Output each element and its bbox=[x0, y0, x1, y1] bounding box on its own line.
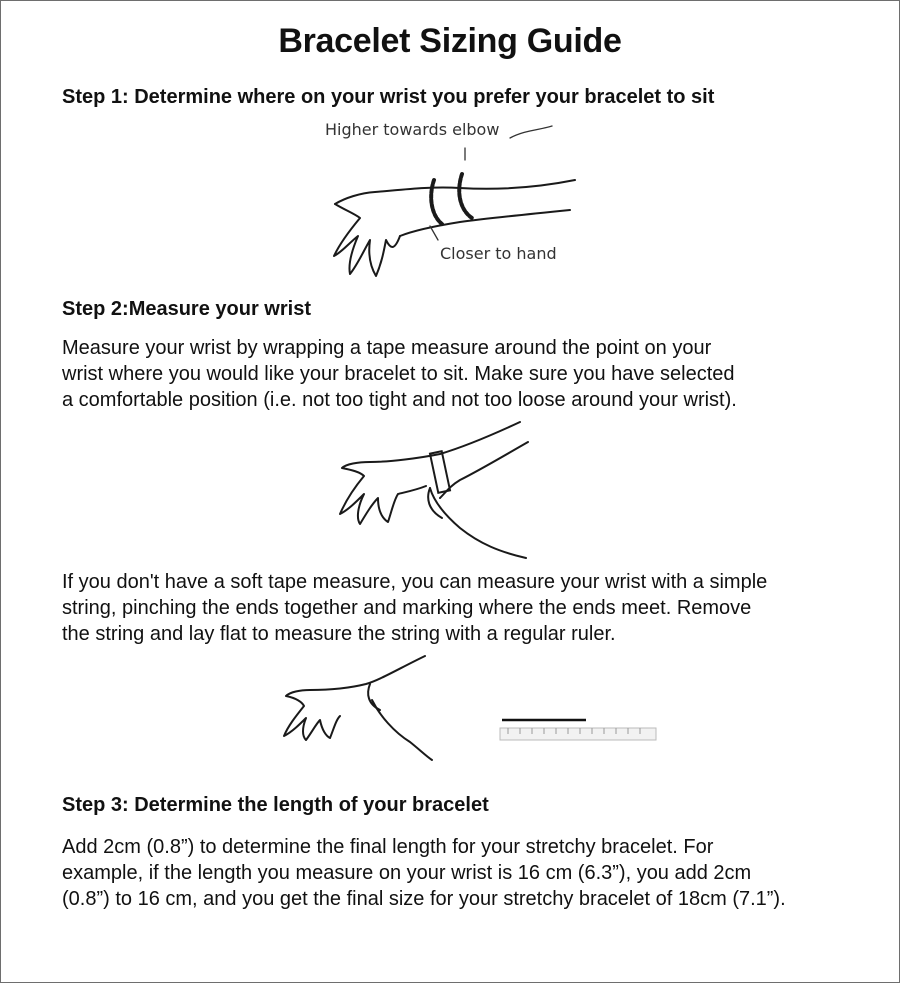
string-loop bbox=[368, 684, 380, 710]
label-closer-to-hand: Closer to hand bbox=[440, 244, 557, 263]
arm-and-hand bbox=[340, 422, 520, 524]
tape-measure-illustration bbox=[330, 418, 530, 568]
step2-paragraph-1 bbox=[62, 335, 737, 413]
ruler bbox=[500, 728, 656, 740]
step3-paragraph bbox=[62, 834, 786, 912]
closer-pointer-line bbox=[430, 226, 438, 240]
hand-fingers bbox=[334, 204, 400, 276]
step2-heading bbox=[62, 298, 311, 321]
step1-heading: Step 1: Determine where on your wrist you prefer your bracelet to sit bbox=[62, 86, 715, 108]
step3-heading: Step 3: Determine the length of your bracelet bbox=[62, 794, 489, 816]
string-and-ruler-illustration bbox=[270, 654, 670, 764]
step2-para2-line: If you don't have a soft tape measure, you can measure your wrist with a simple bbox=[62, 571, 768, 593]
tape-measure-band bbox=[430, 451, 450, 493]
step3-para-line: Add 2cm (0.8”) to determine the final length for your stretchy bracelet. For bbox=[62, 836, 714, 858]
higher-pointer-line bbox=[510, 126, 552, 138]
bracelet-higher bbox=[459, 174, 472, 218]
label-higher-towards-elbow: Higher towards elbow bbox=[325, 120, 500, 139]
measuring-hand bbox=[430, 488, 526, 558]
step2-heading-prefix: Step 2: bbox=[62, 298, 129, 320]
step2-paragraph-2 bbox=[62, 569, 767, 647]
arm-bottom-line bbox=[400, 210, 570, 236]
step2-para2-line: the string and lay flat to measure the string with a regular ruler. bbox=[62, 623, 616, 645]
page-title: Bracelet Sizing Guide bbox=[278, 22, 622, 60]
step2-para1-line: wrist where you would like your bracelet to sit. Make sure you have selected bbox=[62, 363, 735, 385]
arm-top-line bbox=[335, 180, 575, 204]
step3-para-line: example, if the length you measure on your wrist is 16 cm (6.3”), you add 2cm bbox=[62, 862, 752, 884]
wrist-position-illustration bbox=[320, 118, 590, 288]
step2-para1-line: Measure your wrist by wrapping a tape measure around the point on your bbox=[62, 337, 712, 359]
measuring-hand-string bbox=[372, 700, 432, 760]
arm-and-hand-string bbox=[284, 656, 425, 740]
step2-para1-line: a comfortable position (i.e. not too tight and not too loose around your wrist). bbox=[62, 389, 737, 411]
step3-para-line: (0.8”) to 16 cm, and you get the final size for your stretchy bracelet of 18cm (7.1”). bbox=[62, 888, 786, 910]
step2-para2-line: string, pinching the ends together and marking where the ends meet. Remove bbox=[62, 597, 752, 619]
step2-heading-text: Measure your wrist bbox=[128, 298, 311, 320]
